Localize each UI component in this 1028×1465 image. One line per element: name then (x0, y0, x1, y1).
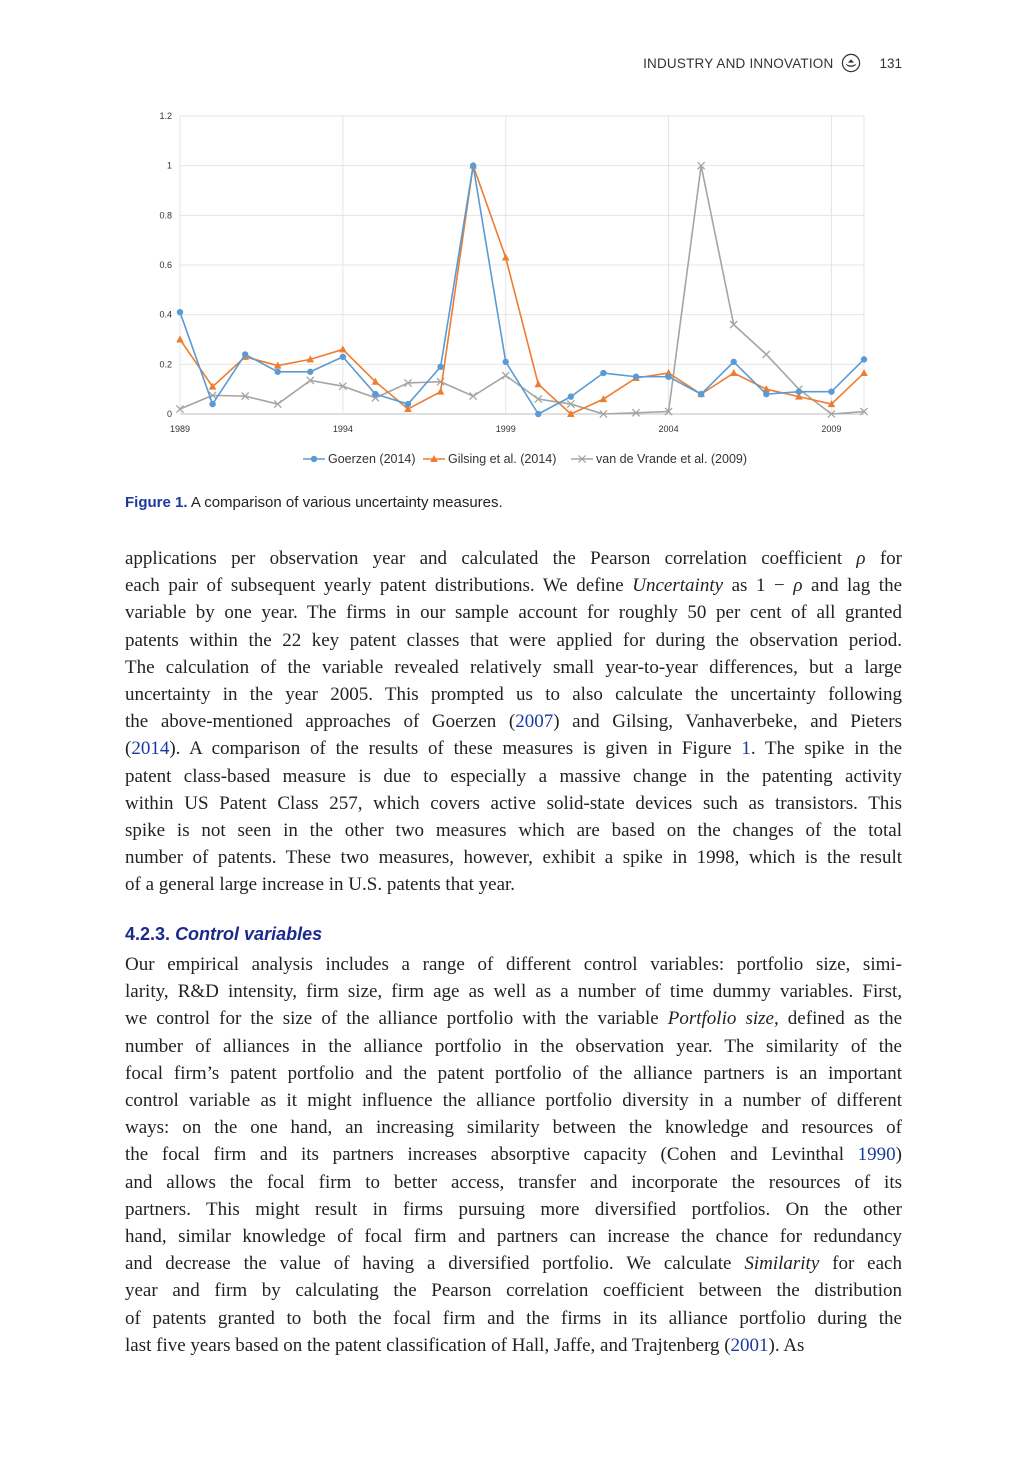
data-point (502, 254, 510, 261)
italic-term: Uncertainty (632, 575, 724, 597)
data-point (600, 395, 608, 402)
text-line (125, 599, 902, 626)
citation-link[interactable]: 1990 (857, 1144, 896, 1166)
text-run: the focal firm and its partners increases absorptive capacity (Cohen and Levinthal (125, 1144, 858, 1166)
data-point (177, 309, 183, 315)
text-line (125, 1250, 902, 1277)
text-line (125, 817, 902, 844)
legend-label: van de Vrande et al. (2009) (596, 452, 748, 466)
series-0 (177, 162, 867, 417)
data-point (242, 351, 248, 357)
legend-item (303, 452, 416, 466)
legend-item (571, 452, 747, 466)
text-line (125, 1114, 902, 1141)
text-run: hand, similar knowledge of focal firm and partners can increase the chance for redundancy (125, 1226, 902, 1248)
text-run: ) and Gilsing, Vanhaverbeke, and Pieters (553, 711, 902, 733)
series-2 (176, 162, 867, 418)
text-run: year and firm by calculating the Pearson correlation coefficient between the distribution (125, 1280, 902, 1302)
italic-term: ρ (856, 548, 866, 569)
text-run: and decrease the value of having a diversified portfolio. We calculate (125, 1253, 745, 1275)
citation-link[interactable]: 2014 (131, 738, 170, 760)
y-tick-label: 0 (166, 409, 172, 419)
y-tick-label: 0.8 (159, 210, 172, 221)
figure-caption-text: A comparison of various uncertainty measures. (187, 494, 503, 511)
body-paragraph-1 (125, 545, 902, 899)
citation-link[interactable]: 2001 (730, 1334, 769, 1356)
text-line (125, 1141, 902, 1168)
italic-term: Portfolio size (667, 1008, 774, 1030)
text-run: for each (819, 1253, 902, 1275)
text-run: number of patents. These two measures, however, exhibit a spike in 1998, which is the result (125, 847, 902, 869)
legend-swatch-marker (311, 456, 317, 462)
text-line (125, 1033, 902, 1060)
text-line (125, 1305, 902, 1332)
figure-label: Figure 1. (125, 494, 188, 511)
data-point (307, 369, 313, 375)
x-tick-label: 1989 (169, 424, 191, 434)
text-run: as 1 − (723, 575, 794, 597)
text-run: and allows the focal firm to better access, transfer and incorporate the resources of its (125, 1171, 902, 1193)
data-point (437, 388, 445, 395)
data-point (633, 374, 639, 380)
text-line (125, 1087, 902, 1114)
y-tick-label: 1.2 (159, 111, 172, 121)
data-point (275, 369, 281, 375)
text-run: we control for the size of the alliance portfolio with the variable (125, 1008, 668, 1030)
legend-label: Gilsing et al. (2014) (448, 452, 557, 466)
text-run: ( (125, 738, 132, 760)
data-point (405, 401, 411, 407)
text-line (125, 545, 902, 572)
data-point (730, 369, 738, 376)
data-point (340, 354, 346, 360)
text-run: spike is not seen in the other two measures which are based on the changes of the total (125, 820, 902, 842)
text-run: ). As (768, 1334, 805, 1356)
data-point (731, 359, 737, 365)
text-run: Our empirical analysis includes a range of different control variables: portfolio size, simi- (125, 954, 902, 975)
data-point (470, 162, 476, 168)
series-1 (176, 162, 868, 417)
data-point (828, 388, 834, 394)
text-line (125, 978, 902, 1005)
italic-term: Similarity (744, 1253, 820, 1275)
x-tick-label: 2009 (821, 424, 842, 434)
text-line (125, 1196, 902, 1223)
data-point (763, 391, 769, 397)
text-line (125, 1060, 902, 1087)
x-tick-label: 1994 (332, 424, 353, 434)
data-point (437, 364, 443, 370)
data-point (503, 359, 509, 365)
text-run: patent class-based measure is due to especially a massive change in the patenting activity (125, 765, 902, 787)
text-line (125, 844, 902, 871)
text-run: larity, R&D intensity, firm size, firm age as well as a number of time dummy variables. First, (125, 981, 902, 1003)
text-run: last five years based on the patent classification of Hall, Jaffe, and Trajtenberg ( (125, 1334, 731, 1356)
text-line (125, 871, 902, 898)
text-run: control variable as it might influence the alliance portfolio diversity in a number of different (125, 1090, 902, 1112)
text-run: within US Patent Class 257, which covers active solid-state devices such as transistors. This (125, 792, 902, 814)
text-run: applications per observation year and calculated the Pearson correlation coefficient (125, 548, 857, 569)
page-number: 131 (879, 55, 902, 71)
data-point (209, 401, 215, 407)
section-heading (125, 924, 322, 945)
data-point (534, 380, 542, 387)
text-run: , defined as the (773, 1008, 903, 1030)
text-run: the above-mentioned approaches of Goerzen ( (125, 711, 516, 733)
data-point (796, 388, 802, 394)
body-paragraph-2 (125, 951, 902, 1359)
data-point (372, 391, 378, 397)
text-run: patents within the 22 key patent classes that were applied for during the observation period. (125, 629, 902, 651)
text-line (125, 572, 902, 599)
italic-term: ρ (793, 575, 803, 597)
legend-item (423, 452, 556, 466)
citation-link[interactable]: 1 (741, 738, 751, 760)
data-point (698, 391, 704, 397)
text-run: number of alliances in the alliance portfolio in the observation year. The similarity of the (125, 1035, 902, 1057)
text-line (125, 1277, 902, 1304)
series-line (180, 166, 864, 414)
text-run: each pair of subsequent yearly patent distributions. We define (125, 575, 633, 597)
text-run: partners. This might result in firms pursuing more diversified portfolios. On the other (125, 1198, 902, 1220)
data-point (763, 351, 770, 358)
text-run: ). A comparison of the results of these measures is given in Figure (169, 738, 742, 760)
text-line (125, 735, 902, 762)
legend (303, 452, 747, 466)
text-line (125, 1223, 902, 1250)
text-run: for (865, 548, 902, 569)
text-line (125, 951, 902, 978)
text-line (125, 654, 902, 681)
text-run: of patents granted to both the focal firm and the firms in its alliance portfolio during the (125, 1307, 902, 1329)
y-tick-label: 0.6 (159, 260, 172, 270)
legend-label: Goerzen (2014) (328, 452, 416, 466)
text-run: focal firm’s patent portfolio and the patent portfolio of the alliance partners is an important (125, 1062, 902, 1084)
figure-caption (125, 494, 503, 511)
text-line (125, 763, 902, 790)
text-run: of a general large increase in U.S. patents that year. (125, 874, 516, 896)
section-title: Control variables (175, 924, 323, 944)
data-point (176, 336, 184, 343)
text-line (125, 1332, 902, 1359)
text-run: and lag the (802, 575, 903, 597)
running-head (643, 53, 902, 73)
data-point (861, 356, 867, 362)
text-run: ) (895, 1144, 902, 1166)
journal-name: INDUSTRY AND INNOVATION (643, 55, 834, 71)
series-line (180, 166, 864, 414)
text-line (125, 1005, 902, 1032)
x-tick-label: 2004 (658, 424, 679, 434)
text-line (125, 708, 902, 735)
citation-link[interactable]: 2007 (515, 711, 554, 733)
data-point (665, 374, 671, 380)
series-line (180, 166, 864, 414)
data-point (339, 345, 347, 352)
data-point (600, 370, 606, 376)
section-number: 4.2.3. (125, 924, 171, 944)
y-tick-label: 0.4 (159, 309, 172, 320)
data-point (860, 369, 868, 376)
uncertainty-line-chart (150, 106, 880, 478)
text-line (125, 681, 902, 708)
text-run: . The spike in the (750, 738, 902, 760)
data-point (568, 393, 574, 399)
text-run: ways: on the one hand, an increasing similarity between the knowledge and resources of (125, 1117, 902, 1139)
data-point (470, 393, 477, 400)
text-line (125, 790, 902, 817)
publisher-logo-icon (841, 53, 861, 73)
text-line (125, 1169, 902, 1196)
y-tick-label: 0.2 (159, 359, 172, 370)
text-run: variable by one year. The firms in our sample account for roughly 50 per cent of all granted (125, 602, 902, 624)
data-point (535, 411, 541, 417)
y-tick-label: 1 (166, 160, 172, 171)
x-tick-label: 1999 (495, 424, 516, 434)
text-run: The calculation of the variable revealed relatively small year-to-year differences, but a large (125, 656, 902, 678)
text-run: uncertainty in the year 2005. This prompted us to also calculate the uncertainty following (125, 684, 902, 706)
text-line (125, 627, 902, 654)
